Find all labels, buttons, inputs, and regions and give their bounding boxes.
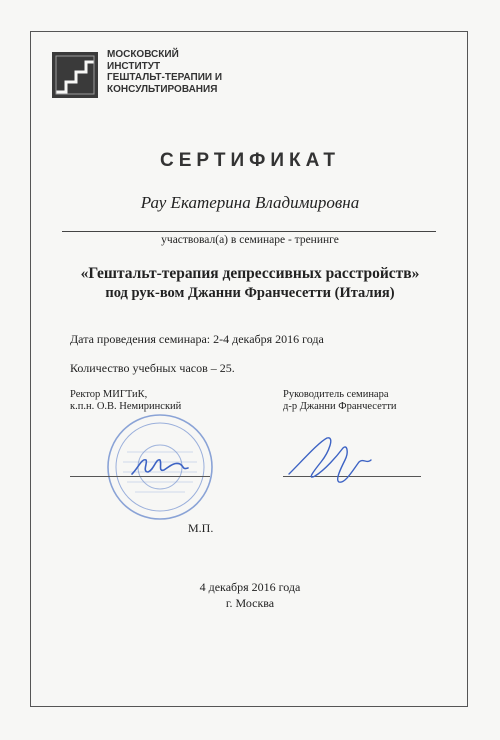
seminar-leader: под рук-вом Джанни Франчесетти (Италия) xyxy=(105,285,395,301)
stamp-place-label: М.П. xyxy=(188,521,214,535)
certificate-title: СЕРТИФИКАТ xyxy=(160,150,340,171)
participation-text: участвовал(а) в семинаре - тренинге xyxy=(161,234,339,246)
issue-date: 4 декабря 2016 года xyxy=(199,580,301,594)
rector-signature xyxy=(128,448,198,480)
seminar-date: Дата проведения семинара: 2-4 декабря 2016 года xyxy=(70,332,324,346)
recipient-underline xyxy=(62,231,436,232)
leader-name: д-р Джанни Франчесетти xyxy=(283,401,397,412)
issue-city: г. Москва xyxy=(225,596,275,610)
institute-logo xyxy=(52,52,98,98)
seminar-hours: Количество учебных часов – 25. xyxy=(70,361,235,375)
recipient-name: Рау Екатерина Владимировна xyxy=(140,193,360,212)
rector-title: Ректор МИГТиК, xyxy=(70,389,148,400)
rector-name: к.п.н. О.В. Немиринский xyxy=(70,401,182,412)
leader-signature xyxy=(285,430,385,490)
leader-title: Руководитель семинара xyxy=(283,389,389,400)
seminar-title: «Гештальт-терапия депрессивных расстройств» xyxy=(80,265,420,282)
institute-name: МОСКОВСКИЙ ИНСТИТУТ ГЕШТАЛЬТ-ТЕРАПИИ И КОНСУЛЬТИРОВАНИЯ xyxy=(107,49,223,95)
